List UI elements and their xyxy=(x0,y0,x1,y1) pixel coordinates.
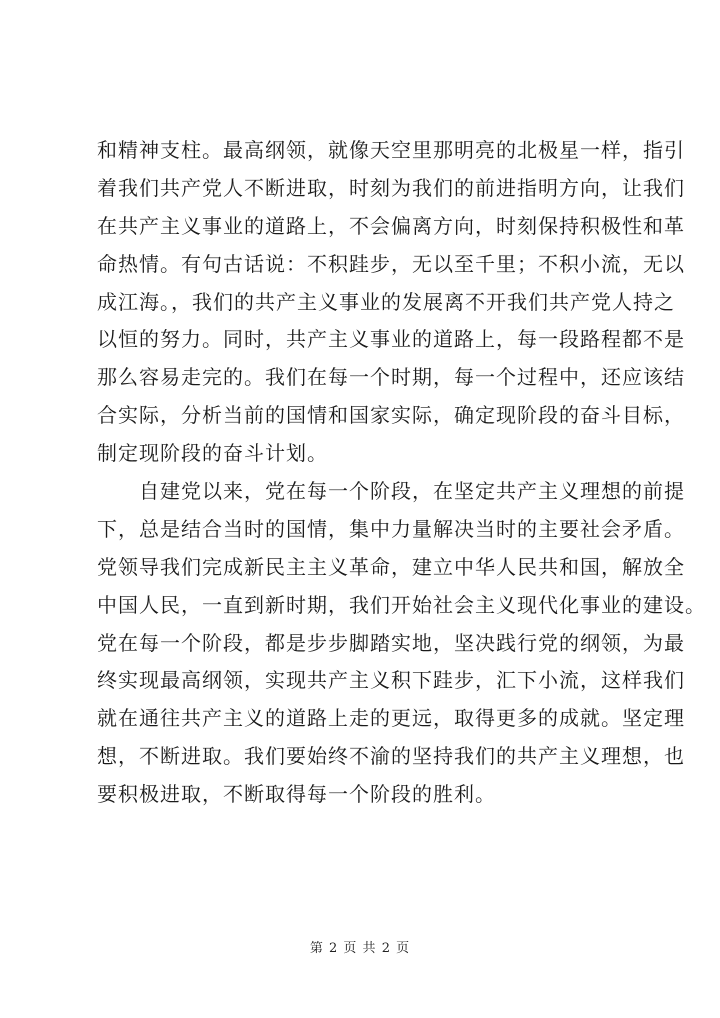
text-line: 以恒的努力。同时，共产主义事业的道路上，每一段路程都不是 xyxy=(97,327,685,352)
text-line: 制定现阶段的奋斗计划。 xyxy=(97,441,328,466)
text-line: 要积极进取，不断取得每一个阶段的胜利。 xyxy=(97,782,496,807)
text-line: 在共产主义事业的道路上，不会偏离方向，时刻保持积极性和革 xyxy=(97,213,685,238)
paragraph xyxy=(97,477,706,818)
text-line: 中国人民，一直到新时期，我们开始社会主义现代化事业的建设。 xyxy=(97,592,706,617)
paragraph xyxy=(97,136,685,477)
text-line: 党在每一个阶段，都是步步脚踏实地，坚决践行党的纲领，为最 xyxy=(97,630,685,655)
text-line: 和精神支柱。最高纲领，就像天空里那明亮的北极星一样，指引 xyxy=(97,138,685,162)
text-line: 着我们共产党人不断进取，时刻为我们的前进指明方向，让我们 xyxy=(97,175,685,200)
text-line: 那么容易走完的。我们在每一个时期，每一个过程中，还应该结 xyxy=(97,365,685,390)
text-line: 合实际，分析当前的国情和国家实际，确定现阶段的奋斗目标， xyxy=(97,403,685,428)
text-line: 命热情。有句古话说：不积跬步，无以至千里；不积小流，无以 xyxy=(97,251,685,276)
text-line: 想，不断进取。我们要始终不渝的坚持我们的共产主义理想，也 xyxy=(97,744,685,769)
text-line: 下，总是结合当时的国情，集中力量解决当时的主要社会矛盾。 xyxy=(97,516,685,541)
text-line: 自建党以来，党在每一个阶段，在坚定共产主义理想的前提 xyxy=(139,479,685,504)
text-line: 终实现最高纲领，实现共产主义积下跬步，汇下小流，这样我们 xyxy=(97,668,685,693)
text-line: 成江海。，我们的共产主义事业的发展离不开我们共产党人持之 xyxy=(97,289,675,314)
page-number-footer: 第 2 页 共 2 页 xyxy=(309,941,411,956)
text-line: 就在通往共产主义的道路上走的更远，取得更多的成就。坚定理 xyxy=(97,706,685,731)
document-body xyxy=(97,136,706,818)
text-line: 党领导我们完成新民主主义革命，建立中华人民共和国，解放全 xyxy=(97,554,685,579)
